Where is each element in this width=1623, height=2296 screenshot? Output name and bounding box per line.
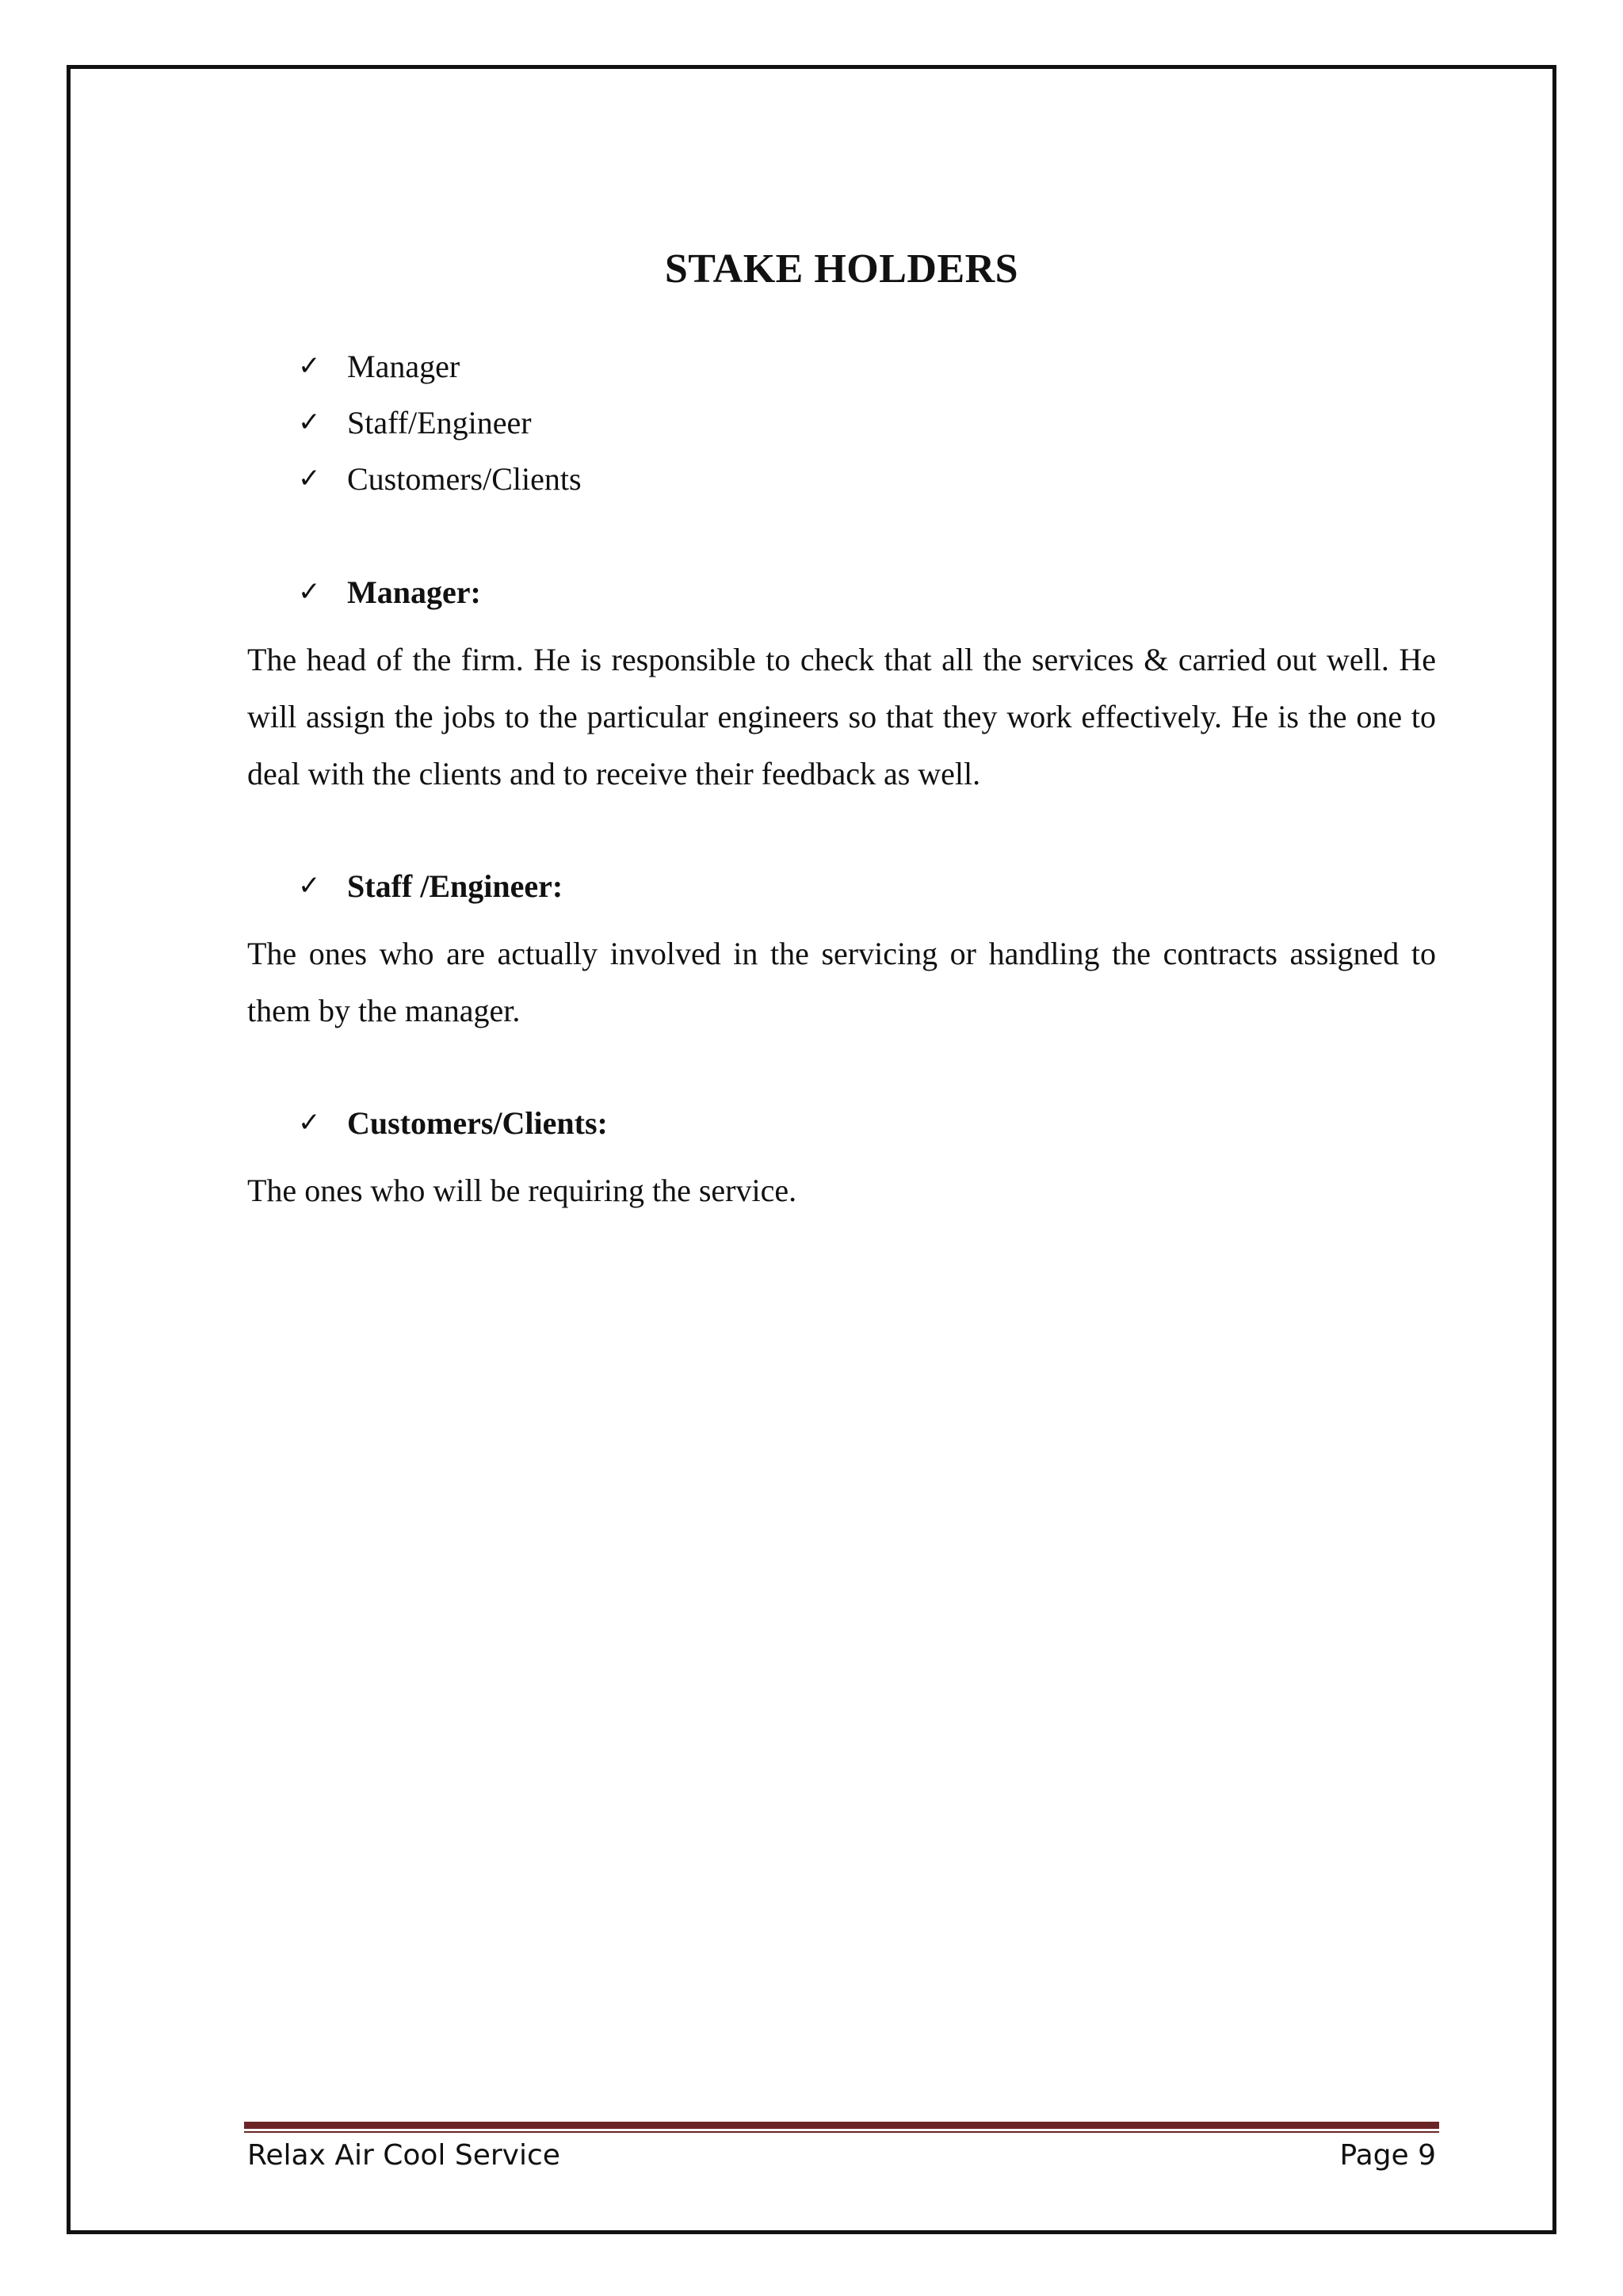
section-body-manager: The head of the firm. He is responsible to check that all the services & carried out well. He will assign the jobs to the particular engineers so that they work effectively. He is the one to deal with the clients and to receive their feedback as well.: [247, 642, 1436, 791]
checkmark-icon: ✓: [298, 1107, 321, 1138]
list-item: [298, 451, 1436, 507]
section-heading-label: Manager:: [347, 574, 481, 610]
page-title: STAKE HOLDERS: [664, 246, 1019, 292]
section-body-staff-engineer: The ones who are actually involved in the servicing or handling the contracts assigned to them by the manager.: [247, 936, 1436, 1028]
footer-document-name: Relax Air Cool Service: [247, 2139, 560, 2172]
list-item: [298, 395, 1436, 451]
checkmark-icon: ✓: [298, 406, 321, 438]
section-heading-label: Staff /Engineer:: [347, 868, 563, 904]
footer-page-number: Page 9: [1339, 2139, 1436, 2172]
list-item-label: Manager: [347, 349, 460, 384]
stakeholder-summary-list: [247, 338, 1436, 507]
footer-divider: [244, 2122, 1439, 2133]
section-body-customers-clients: The ones who will be requiring the service.: [247, 1173, 797, 1208]
section-heading-customers-clients: [247, 1095, 1436, 1151]
checkmark-icon: ✓: [298, 870, 321, 902]
list-item-label: Customers/Clients: [347, 461, 582, 497]
section-heading-label: Customers/Clients:: [347, 1105, 608, 1141]
list-item: [298, 338, 1436, 395]
section-heading-manager: [247, 564, 1436, 620]
checkmark-icon: ✓: [298, 463, 321, 494]
checkmark-icon: ✓: [298, 350, 321, 382]
checkmark-icon: ✓: [298, 576, 321, 608]
section-heading-staff-engineer: [247, 858, 1436, 914]
page-content: [247, 246, 1436, 1219]
list-item-label: Staff/Engineer: [347, 405, 532, 441]
page-footer: [247, 2139, 1436, 2172]
